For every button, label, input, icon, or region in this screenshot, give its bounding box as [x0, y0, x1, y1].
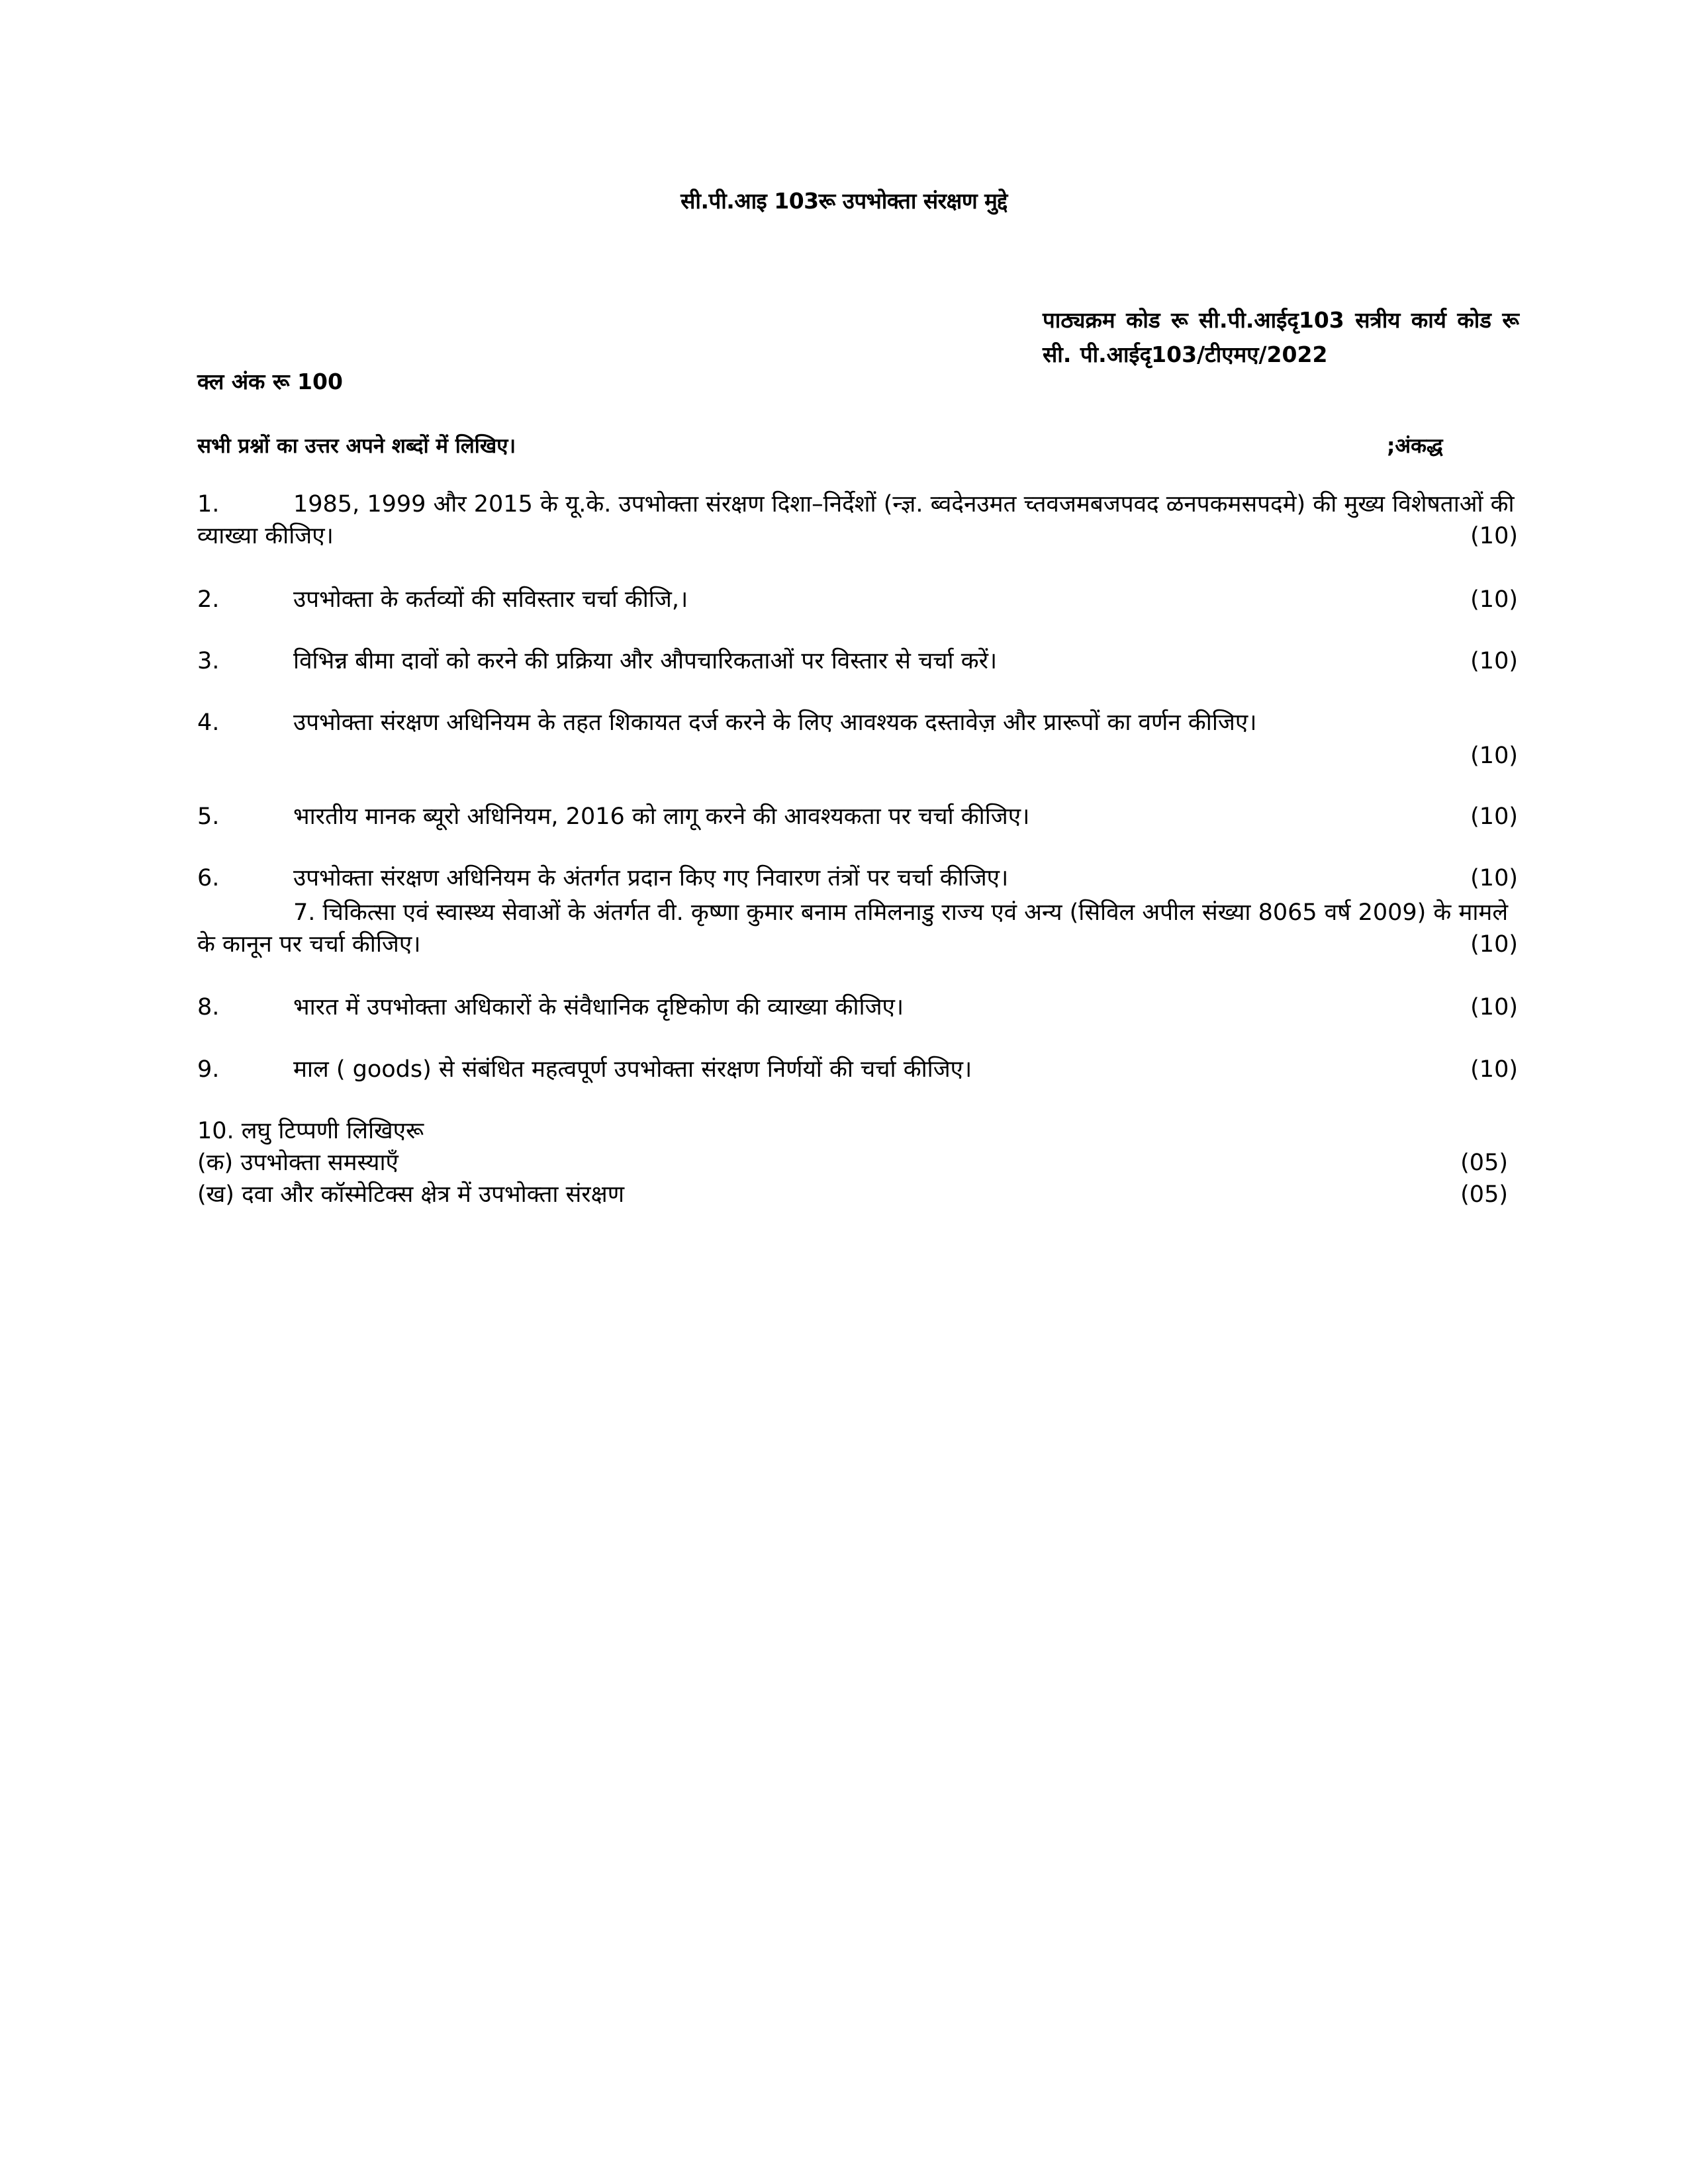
question-number: 6. — [197, 865, 220, 891]
question-9 — [197, 1054, 1518, 1085]
question-number: 2. — [197, 586, 220, 613]
question-10-heading: 10. लघु टिप्पणी लिखिएरू — [197, 1118, 424, 1144]
question-3 — [197, 645, 1518, 677]
question-7 — [197, 897, 1518, 960]
question-marks: (10) — [1470, 803, 1518, 830]
question-2 — [197, 584, 1518, 615]
question-10-item-a — [197, 1147, 1508, 1179]
question-5 — [197, 801, 1518, 833]
question-text: उपभोक्ता के कर्तव्यों की सविस्तार चर्चा कीजि,। — [293, 586, 688, 613]
question-marks: (10) — [1470, 743, 1518, 769]
question-number: 9. — [197, 1056, 220, 1083]
question-marks: (10) — [1470, 994, 1518, 1021]
short-note-marks: (05) — [1460, 1150, 1508, 1176]
short-note-text: (ख) दवा और कॉस्मेटिक्स क्षेत्र में उपभोक्ता संरक्षण — [197, 1181, 624, 1208]
question-marks: (10) — [1470, 1056, 1518, 1083]
question-number: 1. — [197, 491, 220, 518]
question-marks: (10) — [1470, 648, 1518, 674]
question-text: विभिन्न बीमा दावों को करने की प्रक्रिया और औपचारिकताओं पर विस्तार से चर्चा करें। — [293, 648, 998, 674]
question-number: 3. — [197, 648, 220, 674]
question-10-item-b — [197, 1179, 1508, 1210]
question-4 — [197, 707, 1518, 769]
question-6 — [197, 862, 1518, 894]
short-note-text: (क) उपभोक्ता समस्याएँ — [197, 1150, 399, 1176]
page-title: सी.पी.आइ 103रू उपभोक्ता संरक्षण मुद्दे — [680, 188, 1008, 214]
question-8 — [197, 991, 1518, 1023]
question-marks: (10) — [1470, 931, 1518, 958]
question-text: माल ( goods) से संबंधित महत्वपूर्ण उपभोक्ता संरक्षण निर्णयों की चर्चा कीजिए। — [293, 1056, 972, 1083]
question-number: 4. — [197, 709, 220, 736]
question-text: 7. चिकित्सा एवं स्वास्थ्य सेवाओं के अंतर्गत वी. कृष्णा कुमार बनाम तमिलनाडु राज्य एवं अन्य (सिविल अपील संख्या 8065 वर्ष 2009) के मामले के कानून पर चर्चा कीजिए। — [197, 899, 1509, 958]
short-note-marks: (05) — [1460, 1181, 1508, 1208]
question-number: 8. — [197, 994, 220, 1021]
question-marks: (10) — [1470, 523, 1518, 549]
total-marks: क्ल अंक रू 100 — [197, 369, 343, 394]
question-text: भारतीय मानक ब्यूरो अधिनियम, 2016 को लागू करने की आवश्यकता पर चर्चा कीजिए। — [293, 803, 1030, 830]
question-1 — [197, 488, 1518, 552]
course-codes: पाठ्यक्रम कोड रू सी.पी.आईदृ103 सत्रीय कार्य कोड रू सी. पी.आईदृ103/टीएमए/2022 — [1043, 307, 1519, 367]
question-text: उपभोक्ता संरक्षण अधिनियम के तहत शिकायत दर्ज करने के लिए आवश्यक दस्तावेज़ और प्रारूपों का वर्णन कीजिए। — [293, 709, 1257, 736]
question-marks: (10) — [1470, 865, 1518, 891]
question-number: 5. — [197, 803, 220, 830]
question-text: 1985, 1999 और 2015 के यू.के. उपभोक्ता संरक्षण दिशा–निर्देशों (न्ज्ञ. ब्वदेनउमत च्तवजमबजपवद ळनपकमसपदमे) की मुख्य विशेषताओं की व्याख्या कीजिए। — [197, 491, 1515, 549]
question-text: भारत में उपभोक्ता अधिकारों के संवैधानिक दृष्टिकोण की व्याख्या कीजिए। — [293, 994, 904, 1021]
marks-heading: ;अंकद्ध — [1387, 434, 1443, 458]
question-marks: (10) — [1470, 586, 1518, 613]
instructions: सभी प्रश्नों का उत्तर अपने शब्दों में लिखिए। — [197, 434, 516, 458]
question-text: उपभोक्ता संरक्षण अधिनियम के अंतर्गत प्रदान किए गए निवारण तंत्रों पर चर्चा कीजिए। — [293, 865, 1009, 891]
